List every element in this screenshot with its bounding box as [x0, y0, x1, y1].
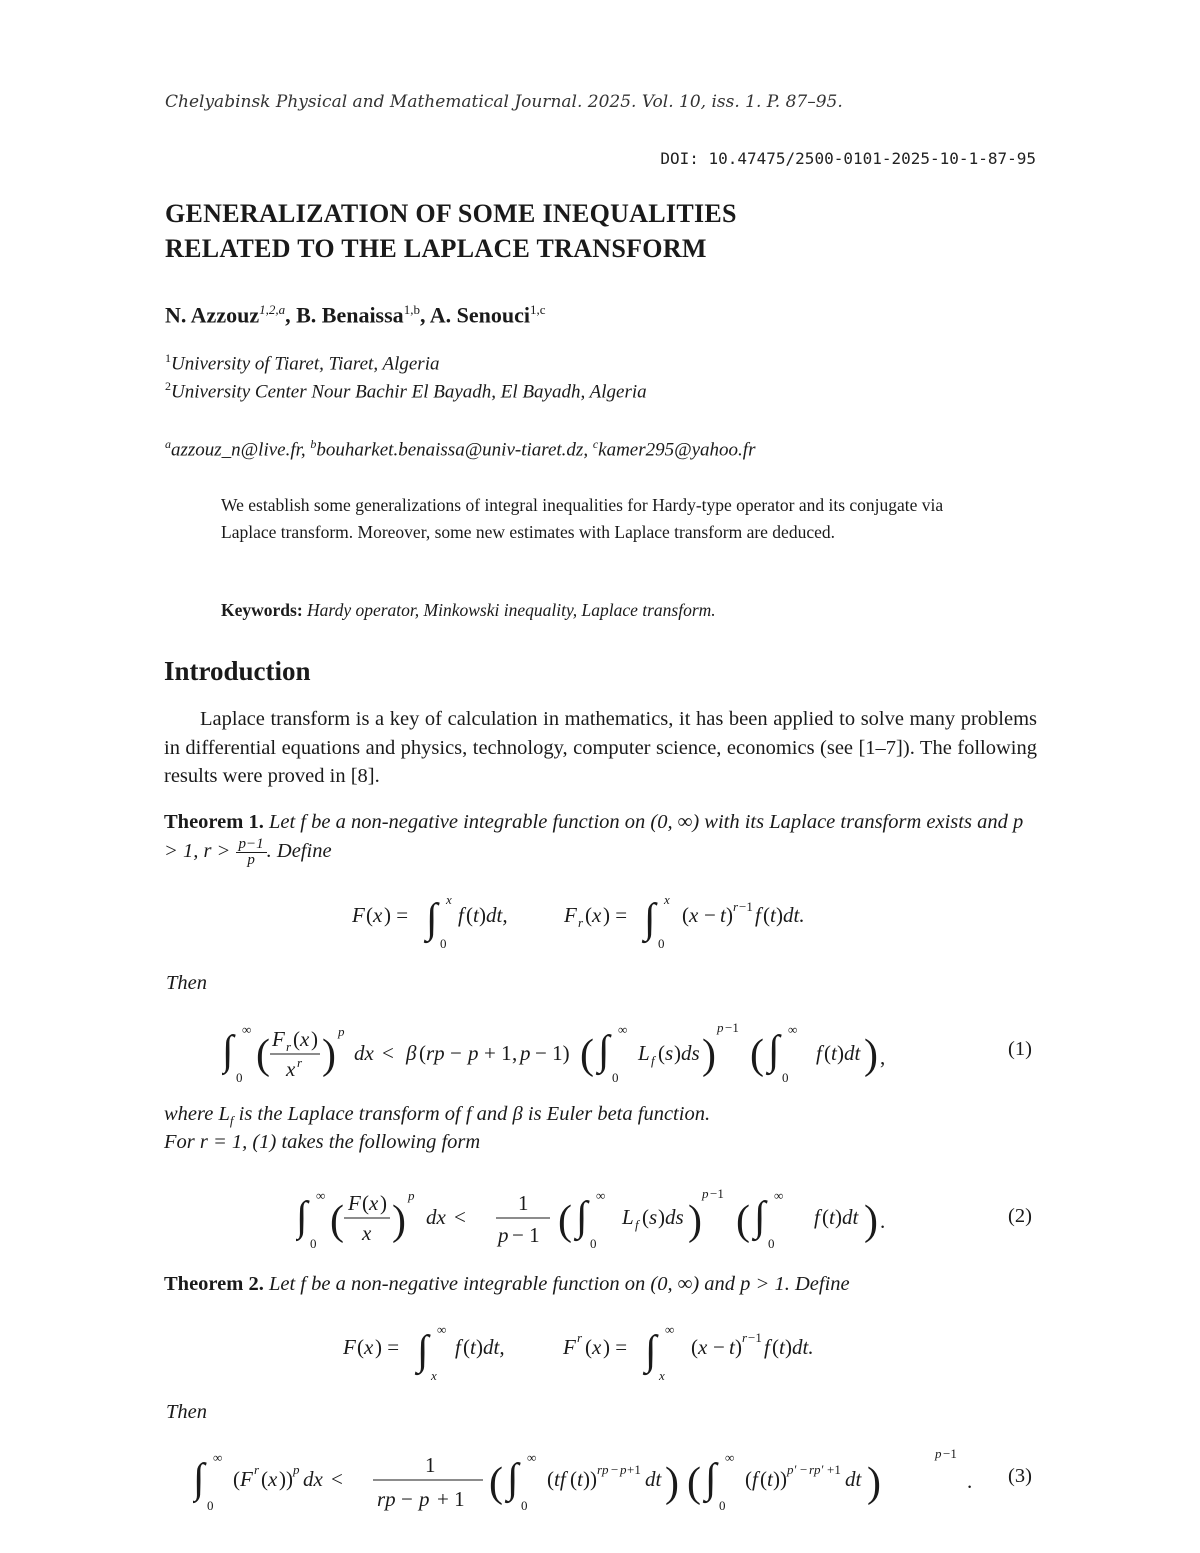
theorem-1-where: where $L_f$ is the Laplace transform of f and β is Euler beta function.	[164, 1103, 711, 1129]
svg-text:+1: +1	[627, 1462, 641, 1477]
svg-text:s: s	[665, 1041, 674, 1065]
svg-text:,: ,	[512, 1041, 518, 1065]
svg-text:f: f	[752, 1467, 758, 1491]
svg-text:): )	[785, 1335, 792, 1359]
svg-text:0: 0	[768, 1236, 775, 1251]
svg-text:+1: +1	[827, 1462, 841, 1477]
journal-header: Chelyabinsk Physical and Mathematical Journal. 2025. Vol. 10, iss. 1. P. 87–95.	[165, 92, 843, 112]
theorem-1-fraction: $\frac{p-1}{p}$	[236, 837, 267, 868]
author-2: B. Benaissa	[296, 302, 404, 328]
svg-text:) =: ) =	[603, 1335, 628, 1359]
svg-text:rp: rp	[597, 1462, 609, 1477]
equation-3-number: (3)	[1008, 1465, 1032, 1487]
svg-text:p: p	[293, 1462, 300, 1477]
svg-text:∞: ∞	[437, 1322, 447, 1337]
svg-text:∫: ∫	[645, 1328, 657, 1374]
theorem-1	[164, 808, 1037, 868]
svg-text:(: (	[357, 1335, 364, 1359]
svg-text:+ 1: + 1	[437, 1487, 465, 1511]
svg-text:(: (	[760, 1467, 767, 1491]
svg-text:dt,: dt,	[483, 1335, 505, 1359]
svg-text:(: (	[466, 903, 473, 927]
theorem-1-define: . Define	[266, 839, 332, 862]
svg-text:(: (	[736, 1198, 750, 1244]
svg-text:∞: ∞	[618, 1022, 628, 1037]
svg-text:(: (	[745, 1467, 752, 1491]
svg-text:tf: tf	[554, 1467, 566, 1491]
svg-text:−: −	[800, 1462, 808, 1477]
svg-text:p′: p′	[787, 1462, 797, 1477]
email-b[interactable]: bouharket.benaissa@univ-tiaret.dz,	[316, 439, 589, 461]
author-3: A. Senouci	[429, 302, 530, 328]
svg-text:t: t	[473, 903, 479, 927]
svg-text:x: x	[364, 1335, 374, 1359]
svg-text:dt: dt	[844, 1041, 861, 1065]
svg-text:(: (	[585, 903, 592, 927]
svg-text:r: r	[733, 899, 739, 914]
svg-text:<: <	[382, 1041, 394, 1065]
svg-text:r: r	[578, 915, 584, 930]
svg-text:): )	[867, 1460, 881, 1506]
svg-text:dt,: dt,	[486, 903, 508, 927]
equation-3-formula	[193, 1436, 993, 1526]
svg-text:(: (	[366, 903, 373, 927]
svg-text:x: x	[592, 1335, 602, 1359]
svg-text:p: p	[468, 1041, 479, 1065]
svg-text:∫: ∫	[754, 1194, 766, 1240]
equation-2-number: (2)	[1008, 1205, 1032, 1227]
svg-text:∫: ∫	[193, 1456, 205, 1502]
svg-text:0: 0	[310, 1236, 317, 1251]
svg-text:∞: ∞	[788, 1022, 798, 1037]
svg-text:dt: dt	[645, 1467, 662, 1491]
svg-text:f: f	[816, 1041, 822, 1065]
svg-text:∞: ∞	[774, 1188, 784, 1203]
intro-text: Laplace transform is a key of calculation in mathematics, it has been applied to solve many problems in differential equations and physics, technology, computer science, economics (see [1–7]). The following results were proved in [8].	[164, 708, 1037, 787]
svg-text:(: (	[772, 1335, 779, 1359]
svg-text:F: F	[348, 1191, 361, 1215]
svg-text:)): ))	[583, 1467, 597, 1491]
svg-text:0: 0	[207, 1498, 214, 1513]
svg-text:p: p	[520, 1041, 531, 1065]
svg-text:ds: ds	[665, 1205, 684, 1229]
svg-text:∫: ∫	[644, 896, 656, 942]
author-2-sup: 1,b	[403, 302, 420, 317]
svg-text:): )	[835, 1205, 842, 1229]
svg-text:0: 0	[590, 1236, 597, 1251]
svg-text:x: x	[664, 892, 670, 907]
equation-2-formula	[296, 1176, 916, 1261]
definition-1	[352, 884, 852, 960]
svg-text:(: (	[233, 1467, 240, 1491]
svg-text:f: f	[755, 903, 761, 927]
svg-text:−1: −1	[943, 1446, 957, 1461]
svg-text:−: −	[611, 1462, 619, 1477]
svg-text:β: β	[406, 1041, 417, 1065]
svg-text:(: (	[658, 1041, 665, 1065]
theorem-1-then: Then	[166, 972, 207, 994]
svg-text:r: r	[254, 1462, 260, 1477]
svg-text:): )	[380, 1191, 387, 1215]
svg-text:(: (	[642, 1205, 649, 1229]
svg-text:p: p	[717, 1020, 724, 1035]
svg-text:∫: ∫	[426, 896, 438, 942]
equation-3	[193, 1436, 993, 1530]
svg-text:x: x	[446, 892, 452, 907]
svg-text:1: 1	[425, 1453, 436, 1477]
svg-text:t: t	[470, 1335, 476, 1359]
svg-text:): )	[479, 903, 486, 927]
svg-text:t: t	[779, 1335, 785, 1359]
svg-text:f: f	[455, 1335, 461, 1359]
section-heading: Introduction	[164, 656, 311, 686]
svg-text:L: L	[622, 1205, 634, 1229]
equation-1-number: (1)	[1008, 1038, 1032, 1060]
svg-text:−1: −1	[725, 1020, 739, 1035]
svg-text:(: (	[763, 903, 770, 927]
svg-text:∫: ∫	[705, 1456, 717, 1502]
emails: $^a$azzouz_n@live.fr, $^b$bouharket.benaissa@univ-tiaret.dz, $^c$kamer295@yahoo.fr	[165, 437, 756, 461]
svg-text:x: x	[698, 1335, 708, 1359]
svg-text:(: (	[682, 903, 689, 927]
svg-text:) =: ) =	[384, 903, 409, 927]
svg-text:F: F	[563, 1335, 576, 1359]
svg-text:x: x	[362, 1221, 372, 1245]
svg-text:): )	[726, 903, 733, 927]
svg-text:t: t	[767, 1467, 773, 1491]
definition-2-formula	[343, 1312, 863, 1384]
doi: DOI: 10.47475/2500-0101-2025-10-1-87-95	[660, 149, 1036, 168]
svg-text:(: (	[463, 1335, 470, 1359]
svg-text:rp: rp	[426, 1041, 445, 1065]
svg-text:t: t	[729, 1335, 735, 1359]
affiliation-2	[165, 379, 647, 403]
svg-text:) =: ) =	[375, 1335, 400, 1359]
svg-text:ds: ds	[681, 1041, 700, 1065]
svg-text:rp: rp	[377, 1487, 396, 1511]
svg-text:<: <	[331, 1467, 343, 1491]
svg-text:−: −	[704, 903, 716, 927]
svg-text:f: f	[651, 1053, 655, 1068]
svg-text:F: F	[564, 903, 577, 927]
svg-text:f: f	[764, 1335, 770, 1359]
svg-text:t: t	[829, 1205, 835, 1229]
svg-text:F: F	[272, 1027, 285, 1051]
svg-text:− 1: − 1	[512, 1223, 540, 1247]
svg-text:(: (	[822, 1205, 829, 1229]
svg-text:r: r	[286, 1039, 292, 1054]
svg-text:∫: ∫	[296, 1194, 308, 1240]
svg-text:(: (	[558, 1198, 572, 1244]
svg-text:): )	[665, 1460, 679, 1506]
intro-paragraph	[164, 705, 1037, 791]
abstract: We establish some generalizations of integral inequalities for Hardy-type operator and its conjugate via Laplace transform. Moreover, some new estimates with Laplace transform are deduced.	[221, 495, 944, 542]
keywords-text: Hardy operator, Minkowski inequality, Laplace transform.	[307, 600, 716, 620]
svg-text:∫: ∫	[598, 1028, 610, 1074]
svg-text:): )	[837, 1041, 844, 1065]
svg-text:r: r	[742, 1330, 748, 1345]
theorem-1-for-r: For r = 1, (1) takes the following form	[164, 1131, 481, 1153]
svg-text:p: p	[419, 1487, 430, 1511]
title-line-1: GENERALIZATION OF SOME INEQUALITIES	[165, 199, 737, 228]
svg-text:1: 1	[518, 1191, 529, 1215]
svg-text:r: r	[577, 1330, 583, 1345]
svg-text:): )	[311, 1027, 318, 1051]
svg-text:∞: ∞	[596, 1188, 606, 1203]
equation-2	[296, 1176, 916, 1265]
svg-text:−: −	[401, 1487, 413, 1511]
svg-text:F: F	[343, 1335, 356, 1359]
svg-text:∫: ∫	[222, 1028, 234, 1074]
svg-text:f: f	[814, 1205, 820, 1229]
svg-text:p: p	[935, 1446, 942, 1461]
svg-text:dx: dx	[303, 1467, 323, 1491]
svg-text:): )	[476, 1335, 483, 1359]
svg-text:x: x	[286, 1057, 296, 1081]
svg-text:−1: −1	[739, 899, 753, 914]
paper-title	[165, 196, 737, 266]
svg-text:t: t	[720, 903, 726, 927]
definition-1-formula	[352, 884, 852, 954]
svg-text:0: 0	[658, 936, 665, 951]
svg-text:∫: ∫	[768, 1028, 780, 1074]
svg-text:(: (	[585, 1335, 592, 1359]
title-line-2: RELATED TO THE LAPLACE TRANSFORM	[165, 234, 707, 263]
author-3-sup: 1,c	[529, 302, 546, 317]
keywords	[221, 600, 716, 621]
svg-text:∞: ∞	[665, 1322, 675, 1337]
theorem-2	[164, 1270, 1037, 1299]
theorem-2-text: Let f be a non-negative integrable function on (0, ∞) and p > 1. Define	[268, 1273, 850, 1295]
svg-text:f: f	[635, 1217, 639, 1232]
svg-text:(: (	[419, 1041, 426, 1065]
svg-text:∫: ∫	[507, 1456, 519, 1502]
keywords-label: Keywords:	[221, 600, 303, 620]
svg-text:): )	[776, 903, 783, 927]
svg-text:∞: ∞	[316, 1188, 326, 1203]
theorem-1-text: Let f be a non-negative integrable function on (0, ∞) with its Laplace transform exists and p > 1, r >	[164, 811, 1024, 862]
svg-text:x: x	[300, 1027, 310, 1051]
svg-text:0: 0	[612, 1070, 619, 1085]
svg-text:x: x	[431, 1368, 437, 1383]
svg-text:∫: ∫	[576, 1194, 588, 1240]
svg-text:(: (	[256, 1032, 270, 1078]
equation-1	[222, 1012, 982, 1096]
svg-text:(: (	[750, 1032, 764, 1078]
svg-text:<: <	[454, 1205, 466, 1229]
svg-text:(: (	[691, 1335, 698, 1359]
svg-text:x: x	[659, 1368, 665, 1383]
svg-text:dt: dt	[845, 1467, 862, 1491]
svg-text:dt: dt	[842, 1205, 859, 1229]
svg-text:.: .	[880, 1209, 886, 1233]
svg-text:0: 0	[782, 1070, 789, 1085]
svg-text:): )	[658, 1205, 665, 1229]
svg-text:): )	[322, 1032, 336, 1078]
svg-text:0: 0	[440, 936, 447, 951]
theorem-1-label: Theorem 1.	[164, 811, 264, 833]
svg-text:r: r	[297, 1055, 303, 1070]
svg-text:x: x	[689, 903, 699, 927]
svg-text:0: 0	[521, 1498, 528, 1513]
svg-text:)): ))	[279, 1467, 293, 1491]
svg-text:t: t	[831, 1041, 837, 1065]
svg-text:p: p	[620, 1462, 627, 1477]
svg-text:t: t	[577, 1467, 583, 1491]
svg-text:): )	[864, 1198, 878, 1244]
svg-text:dt.: dt.	[792, 1335, 814, 1359]
svg-text:−: −	[713, 1335, 725, 1359]
affiliation-2-text: University Center Nour Bachir El Bayadh, El Bayadh, Algeria	[171, 381, 647, 403]
svg-text:x: x	[268, 1467, 278, 1491]
svg-text:∞: ∞	[527, 1450, 537, 1465]
svg-text:x: x	[592, 903, 602, 927]
authors: N. Azzouz$^{1,2,a}$, B. Benaissa$^{1,b}$, A. Senouci$^{1,c}$	[165, 302, 546, 328]
svg-text:−: −	[450, 1041, 462, 1065]
affiliation-1	[165, 351, 439, 375]
svg-text:−1: −1	[748, 1330, 762, 1345]
email-a[interactable]: azzouz_n@live.fr,	[171, 439, 306, 461]
svg-text:∞: ∞	[725, 1450, 735, 1465]
svg-text:x: x	[373, 903, 383, 927]
svg-text:p: p	[498, 1223, 509, 1247]
svg-text:(: (	[580, 1032, 594, 1078]
svg-text:∫: ∫	[417, 1328, 429, 1374]
svg-text:): )	[674, 1041, 681, 1065]
svg-text:0: 0	[719, 1498, 726, 1513]
svg-text:)): ))	[773, 1467, 787, 1491]
svg-text:p: p	[702, 1186, 709, 1201]
author-1-sup: 1,2,a	[259, 302, 286, 317]
author-1: N. Azzouz	[165, 302, 260, 328]
svg-text:p: p	[338, 1024, 345, 1039]
svg-text:): )	[702, 1032, 716, 1078]
svg-text:(: (	[570, 1467, 577, 1491]
svg-text:): )	[735, 1335, 742, 1359]
svg-text:(: (	[293, 1027, 300, 1051]
svg-text:s: s	[649, 1205, 658, 1229]
svg-text:(: (	[824, 1041, 831, 1065]
svg-text:(: (	[330, 1198, 344, 1244]
svg-text:(: (	[362, 1191, 369, 1215]
svg-text:(: (	[547, 1467, 554, 1491]
svg-text:(: (	[489, 1460, 503, 1506]
svg-text:+ 1: + 1	[484, 1041, 512, 1065]
email-c[interactable]: kamer295@yahoo.fr	[598, 439, 756, 461]
definition-2	[343, 1312, 863, 1388]
svg-text:∞: ∞	[242, 1022, 252, 1037]
theorem-2-label: Theorem 2.	[164, 1273, 264, 1295]
svg-text:0: 0	[236, 1070, 243, 1085]
affiliation-1-num: 1	[165, 351, 171, 365]
svg-text:(: (	[261, 1467, 268, 1491]
affiliation-1-text: University of Tiaret, Tiaret, Algeria	[171, 353, 440, 375]
svg-text:L: L	[638, 1041, 650, 1065]
svg-text:) =: ) =	[603, 903, 628, 927]
svg-text:): )	[688, 1198, 702, 1244]
theorem-2-then: Then	[166, 1401, 207, 1423]
svg-text:dx: dx	[426, 1205, 446, 1229]
svg-text:F: F	[352, 903, 365, 927]
svg-text:): )	[392, 1198, 406, 1244]
svg-text:x: x	[369, 1191, 379, 1215]
svg-text:F: F	[240, 1467, 253, 1491]
svg-text:t: t	[770, 903, 776, 927]
svg-text:rp′: rp′	[809, 1462, 824, 1477]
svg-text:−1: −1	[710, 1186, 724, 1201]
equation-1-formula	[222, 1012, 982, 1092]
svg-text:): )	[864, 1032, 878, 1078]
svg-text:(: (	[687, 1460, 701, 1506]
svg-text:dt.: dt.	[783, 903, 805, 927]
svg-text:,: ,	[880, 1045, 886, 1069]
svg-text:.: .	[967, 1469, 973, 1493]
affiliation-2-num: 2	[165, 379, 171, 393]
svg-text:dx: dx	[354, 1041, 374, 1065]
svg-text:∞: ∞	[213, 1450, 223, 1465]
svg-text:− 1): − 1)	[535, 1041, 570, 1065]
svg-text:f: f	[458, 903, 464, 927]
svg-text:p: p	[408, 1188, 415, 1203]
